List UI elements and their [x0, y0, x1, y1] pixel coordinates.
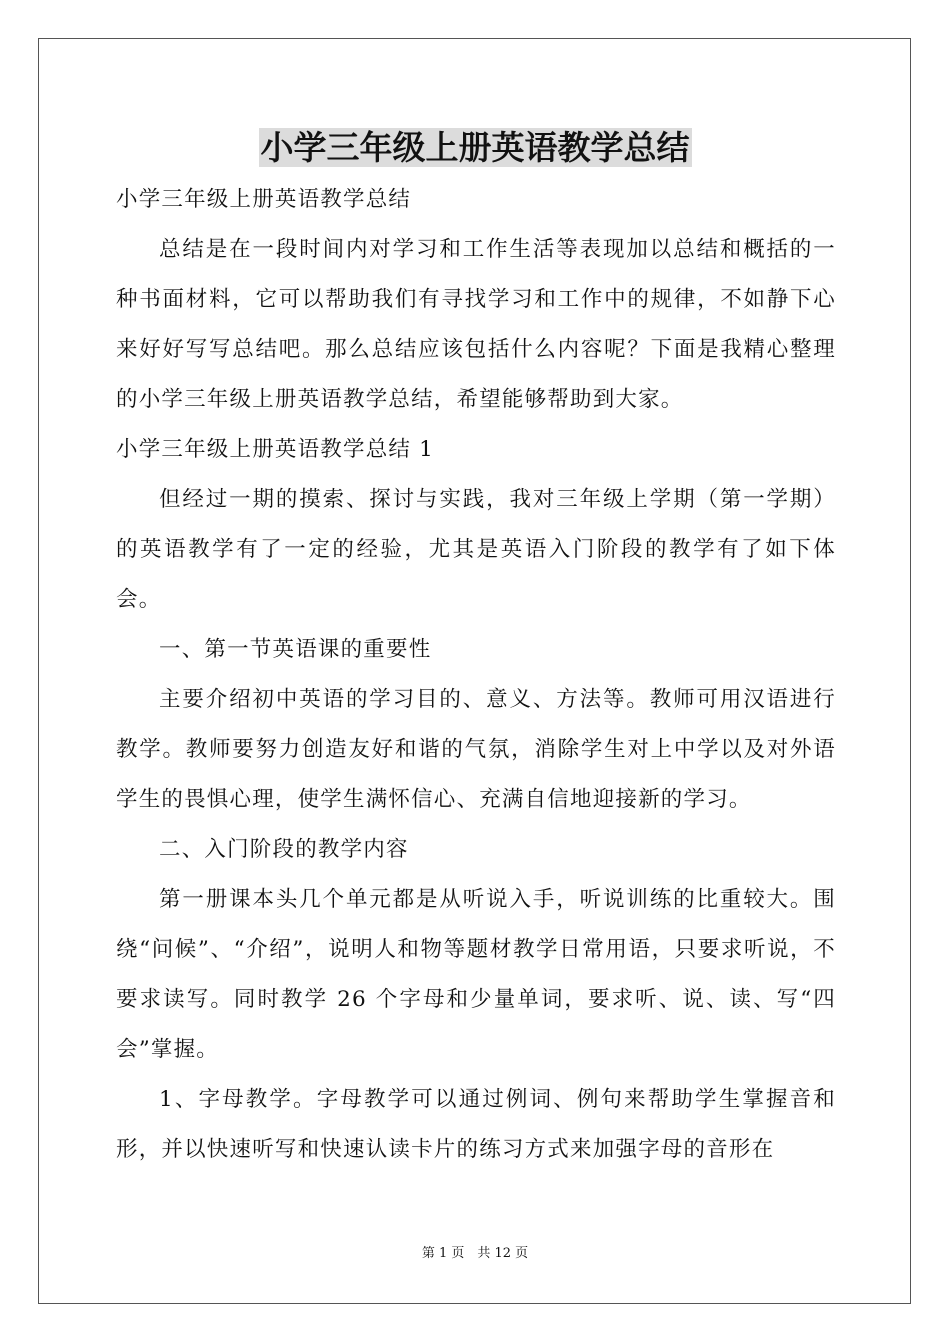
subsection-heading-1: 一、第一节英语课的重要性 [159, 637, 432, 662]
subsection-heading-2: 二、入门阶段的教学内容 [159, 837, 409, 862]
body-paragraph: 主要介绍初中英语的学习目的、意义、方法等。教师可用汉语进行教学。教师要努力创造友好和谐的气氛，消除学生对上中学以及对外语学生的畏惧心理，使学生满怀信心、充满自信地迎接新的学习。 [116, 687, 836, 812]
section-heading-1: 小学三年级上册英语教学总结 1 [116, 437, 435, 462]
body-paragraph: 第一册课本头几个单元都是从听说入手，听说训练的比重较大。围绕“问候”、“介绍”，说明人和物等题材教学日常用语，只要求听说，不要求读写。同时教学 26 个字母和少量单词，要求听、说、读、写“四会”掌握。 [116, 887, 836, 1062]
body-paragraph: 1、字母教学。字母教学可以通过例词、例句来帮助学生掌握音和形，并以快速听写和快速认读卡片的练习方式来加强字母的音形在 [116, 1087, 836, 1162]
document-body [116, 175, 836, 1175]
body-paragraph: 但经过一期的摸索、探讨与实践，我对三年级上学期（第一学期）的英语教学有了一定的经验，尤其是英语入门阶段的教学有了如下体会。 [116, 487, 836, 612]
document-title [0, 126, 950, 170]
doc-subtitle: 小学三年级上册英语教学总结 [116, 187, 412, 212]
page-number-footer: 第 1 页 共 12 页 [421, 1246, 529, 1261]
intro-paragraph: 总结是在一段时间内对学习和工作生活等表现加以总结和概括的一种书面材料，它可以帮助我们有寻找学习和工作中的规律，不如静下心来好好写写总结吧。那么总结应该包括什么内容呢？下面是我精心整理的小学三年级上册英语教学总结，希望能够帮助到大家。 [116, 237, 836, 412]
document-title-text: 小学三年级上册英语教学总结 [260, 128, 690, 167]
